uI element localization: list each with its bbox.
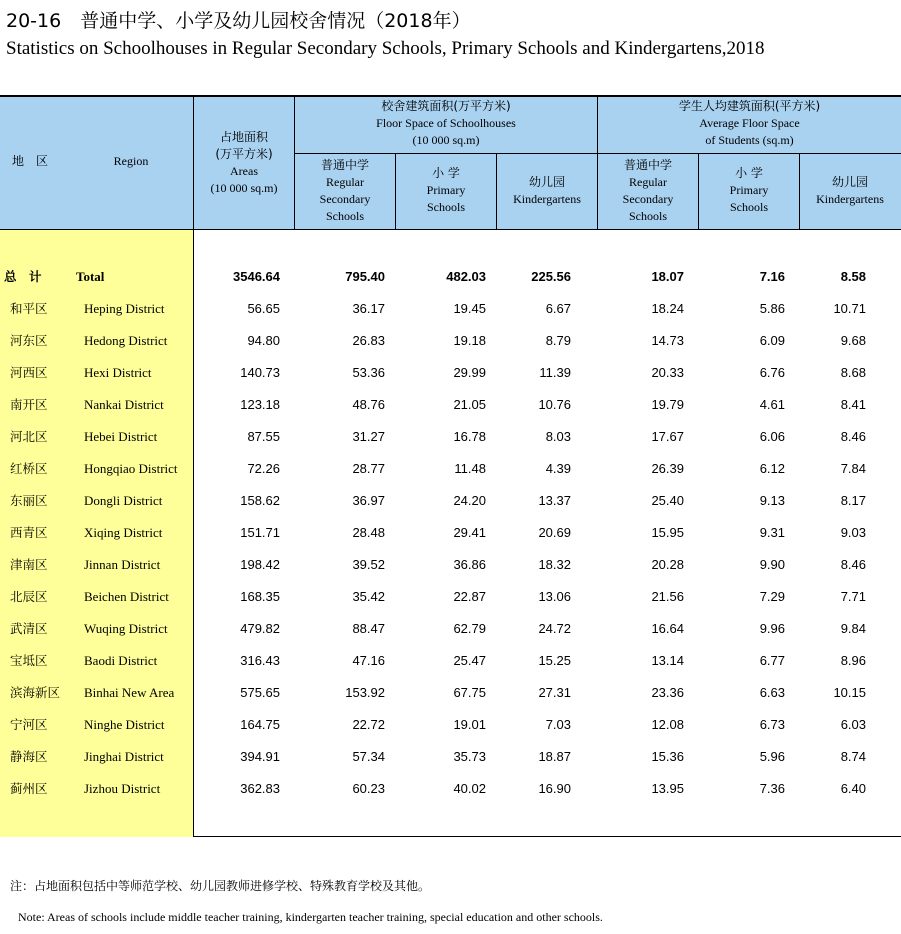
region-name-en: Beichen District (84, 589, 169, 604)
value-cell: 26.39 (651, 461, 684, 476)
value-cell: 9.90 (759, 557, 785, 572)
table-row (0, 645, 901, 677)
value-cell: 6.03 (840, 717, 866, 732)
value-cell: 4.61 (759, 397, 785, 412)
value-cell: 31.27 (352, 429, 385, 444)
header-region-en: Region (113, 154, 149, 168)
value-cell: 87.55 (247, 429, 280, 444)
region-name-cn: 河北区 (10, 429, 48, 444)
value-cell: 15.25 (538, 653, 571, 668)
region-name-en: Binhai New Area (84, 685, 175, 700)
value-cell: 8.68 (840, 365, 866, 380)
value-cell: 6.67 (545, 301, 571, 316)
value-cell: 39.52 (352, 557, 385, 572)
value-cell: 17.67 (651, 429, 684, 444)
value-cell: 28.48 (352, 525, 385, 540)
value-cell: 20.33 (651, 365, 684, 380)
region-name-cn: 北辰区 (10, 589, 48, 604)
header-floor-space: 校舍建筑面积(万平方米) Floor Space of Schoolhouses (10 000 sq.m) (376, 99, 516, 147)
value-cell: 29.41 (453, 525, 486, 540)
value-cell: 14.73 (651, 333, 684, 348)
value-cell: 57.34 (352, 749, 385, 764)
value-cell: 7.71 (840, 589, 866, 604)
value-cell: 11.48 (454, 461, 486, 476)
value-cell: 9.68 (840, 333, 866, 348)
value-cell: 5.86 (759, 301, 785, 316)
value-cell: 575.65 (240, 685, 280, 700)
table-row (0, 517, 901, 549)
value-cell: 16.78 (453, 429, 486, 444)
region-name-en: Nankai District (84, 397, 164, 412)
region-name-en: Heping District (84, 301, 165, 316)
header-average-floor-space: 学生人均建筑面积(平方米) Average Floor Space of Students (sq.m) (678, 99, 821, 147)
value-cell: 27.31 (538, 685, 571, 700)
table-row (0, 709, 901, 741)
value-cell: 19.45 (453, 301, 486, 316)
value-cell: 158.62 (240, 493, 280, 508)
region-name-en: Hebei District (84, 429, 158, 444)
region-name-cn: 宁河区 (10, 717, 48, 732)
region-name-cn: 红桥区 (10, 461, 48, 476)
region-name-cn: 宝坻区 (10, 653, 48, 668)
value-cell: 47.16 (352, 653, 385, 668)
region-name-en: Total (76, 269, 105, 284)
header-region-cn: 地 区 (11, 154, 48, 168)
region-name-en: Baodi District (84, 653, 158, 668)
value-cell: 23.36 (651, 685, 684, 700)
statistics-table (0, 95, 901, 837)
value-cell: 22.87 (453, 589, 486, 604)
table-row (0, 613, 901, 645)
table-row (0, 357, 901, 389)
region-name-en: Xiqing District (84, 525, 163, 540)
value-cell: 25.47 (453, 653, 486, 668)
region-name-en: Jinnan District (84, 557, 161, 572)
value-cell: 21.05 (453, 397, 486, 412)
region-name-en: Jinghai District (84, 749, 164, 764)
value-cell: 62.79 (453, 621, 486, 636)
value-cell: 10.71 (833, 301, 866, 316)
value-cell: 394.91 (240, 749, 280, 764)
region-name-en: Wuqing District (84, 621, 168, 636)
value-cell: 21.56 (651, 589, 684, 604)
region-name-en: Ninghe District (84, 717, 165, 732)
value-cell: 8.74 (840, 749, 866, 764)
value-cell: 22.72 (352, 717, 385, 732)
value-cell: 6.12 (759, 461, 785, 476)
value-cell: 67.75 (453, 685, 486, 700)
table-row (0, 773, 901, 805)
header-avg-primary: 小 学 Primary Schools (729, 166, 769, 214)
table-row-total (0, 261, 901, 293)
table-row (0, 581, 901, 613)
table-row (0, 453, 901, 485)
region-name-en: Hedong District (84, 333, 168, 348)
region-name-cn: 和平区 (10, 301, 48, 316)
value-cell: 26.83 (352, 333, 385, 348)
value-cell: 25.40 (651, 493, 684, 508)
value-cell: 20.28 (651, 557, 684, 572)
header-avg-kindergartens: 幼儿园 Kindergartens (816, 175, 884, 206)
region-name-cn: 南开区 (10, 397, 48, 412)
region-name-cn: 河西区 (10, 365, 48, 380)
value-cell: 3546.64 (233, 269, 280, 284)
table-row (0, 389, 901, 421)
value-cell: 13.95 (651, 781, 684, 796)
region-name-cn: 总 计 (4, 269, 42, 284)
table-title-cn: 20-16 普通中学、小学及幼儿园校舍情况（2018年） (6, 10, 471, 32)
value-cell: 11.39 (539, 365, 571, 380)
region-name-cn: 河东区 (10, 333, 48, 348)
value-cell: 6.09 (759, 333, 785, 348)
value-cell: 4.39 (545, 461, 571, 476)
value-cell: 20.69 (538, 525, 571, 540)
value-cell: 6.06 (759, 429, 785, 444)
value-cell: 7.36 (759, 781, 785, 796)
value-cell: 36.17 (352, 301, 385, 316)
value-cell: 8.46 (840, 429, 866, 444)
value-cell: 28.77 (352, 461, 385, 476)
region-name-cn: 滨海新区 (10, 685, 61, 700)
value-cell: 10.15 (833, 685, 866, 700)
value-cell: 18.87 (538, 749, 571, 764)
value-cell: 362.83 (240, 781, 280, 796)
value-cell: 35.42 (352, 589, 385, 604)
region-name-en: Jizhou District (84, 781, 161, 796)
value-cell: 123.18 (240, 397, 280, 412)
value-cell: 6.77 (759, 653, 785, 668)
value-cell: 13.06 (538, 589, 571, 604)
value-cell: 18.07 (651, 269, 684, 284)
value-cell: 8.17 (840, 493, 866, 508)
value-cell: 72.26 (247, 461, 280, 476)
region-name-en: Hexi District (84, 365, 152, 380)
value-cell: 88.47 (352, 621, 385, 636)
value-cell: 94.80 (247, 333, 280, 348)
table-row (0, 293, 901, 325)
value-cell: 18.32 (538, 557, 571, 572)
value-cell: 316.43 (240, 653, 280, 668)
value-cell: 9.03 (840, 525, 866, 540)
value-cell: 8.46 (840, 557, 866, 572)
header-floor-secondary: 普通中学 Regular Secondary Schools (319, 158, 371, 223)
value-cell: 56.65 (247, 301, 280, 316)
value-cell: 18.24 (651, 301, 684, 316)
header-floor-kindergartens: 幼儿园 Kindergartens (513, 175, 581, 206)
value-cell: 9.31 (759, 525, 785, 540)
value-cell: 13.14 (651, 653, 684, 668)
value-cell: 6.76 (759, 365, 785, 380)
value-cell: 168.35 (240, 589, 280, 604)
value-cell: 8.41 (840, 397, 866, 412)
table-row (0, 325, 901, 357)
header-areas: 占地面积 (万平方米) Areas (10 000 sq.m) (210, 130, 278, 195)
value-cell: 60.23 (352, 781, 385, 796)
table-row (0, 421, 901, 453)
value-cell: 6.63 (759, 685, 785, 700)
value-cell: 29.99 (453, 365, 486, 380)
value-cell: 795.40 (345, 269, 385, 284)
value-cell: 13.37 (538, 493, 571, 508)
value-cell: 15.36 (651, 749, 684, 764)
value-cell: 5.96 (759, 749, 785, 764)
value-cell: 36.86 (453, 557, 486, 572)
region-name-cn: 西青区 (10, 525, 48, 540)
value-cell: 8.96 (840, 653, 866, 668)
value-cell: 482.03 (446, 269, 486, 284)
value-cell: 35.73 (453, 749, 486, 764)
value-cell: 19.01 (453, 717, 486, 732)
value-cell: 16.64 (651, 621, 684, 636)
header-floor-primary: 小 学 Primary Schools (426, 166, 466, 214)
value-cell: 40.02 (453, 781, 486, 796)
footnote-cn: 注：占地面积包括中等师范学校、幼儿园教师进修学校、特殊教育学校及其他。 (10, 879, 431, 893)
value-cell: 7.84 (840, 461, 866, 476)
region-name-cn: 津南区 (10, 557, 48, 572)
table-row (0, 549, 901, 581)
region-name-en: Dongli District (84, 493, 163, 508)
value-cell: 10.76 (538, 397, 571, 412)
value-cell: 479.82 (240, 621, 280, 636)
value-cell: 8.03 (545, 429, 571, 444)
value-cell: 19.79 (651, 397, 684, 412)
table-row (0, 485, 901, 517)
value-cell: 9.13 (759, 493, 785, 508)
value-cell: 225.56 (531, 269, 571, 284)
footnote-en: Note: Areas of schools include middle teacher training, kindergarten teacher training, special education and other schools. (18, 910, 603, 924)
value-cell: 36.97 (352, 493, 385, 508)
value-cell: 24.72 (538, 621, 571, 636)
value-cell: 12.08 (651, 717, 684, 732)
value-cell: 15.95 (651, 525, 684, 540)
table-row (0, 677, 901, 709)
region-name-cn: 武清区 (10, 621, 48, 636)
value-cell: 7.16 (759, 269, 785, 284)
value-cell: 8.58 (840, 269, 866, 284)
value-cell: 7.29 (759, 589, 785, 604)
value-cell: 16.90 (538, 781, 571, 796)
value-cell: 7.03 (545, 717, 571, 732)
value-cell: 9.96 (759, 621, 785, 636)
value-cell: 48.76 (352, 397, 385, 412)
value-cell: 24.20 (453, 493, 486, 508)
value-cell: 140.73 (240, 365, 280, 380)
value-cell: 198.42 (240, 557, 280, 572)
region-name-en: Hongqiao District (84, 461, 178, 476)
value-cell: 164.75 (240, 717, 280, 732)
region-name-cn: 静海区 (10, 749, 48, 764)
value-cell: 6.40 (840, 781, 866, 796)
header-avg-secondary: 普通中学 Regular Secondary Schools (622, 158, 674, 223)
value-cell: 8.79 (545, 333, 571, 348)
value-cell: 19.18 (453, 333, 486, 348)
table-title-en: Statistics on Schoolhouses in Regular Secondary Schools, Primary Schools and Kindergartens,2018 (6, 38, 765, 59)
value-cell: 151.71 (240, 525, 280, 540)
value-cell: 6.73 (759, 717, 785, 732)
value-cell: 153.92 (345, 685, 385, 700)
region-name-cn: 蓟州区 (10, 781, 48, 796)
value-cell: 9.84 (840, 621, 866, 636)
region-name-cn: 东丽区 (10, 493, 48, 508)
value-cell: 53.36 (352, 365, 385, 380)
table-row (0, 741, 901, 773)
